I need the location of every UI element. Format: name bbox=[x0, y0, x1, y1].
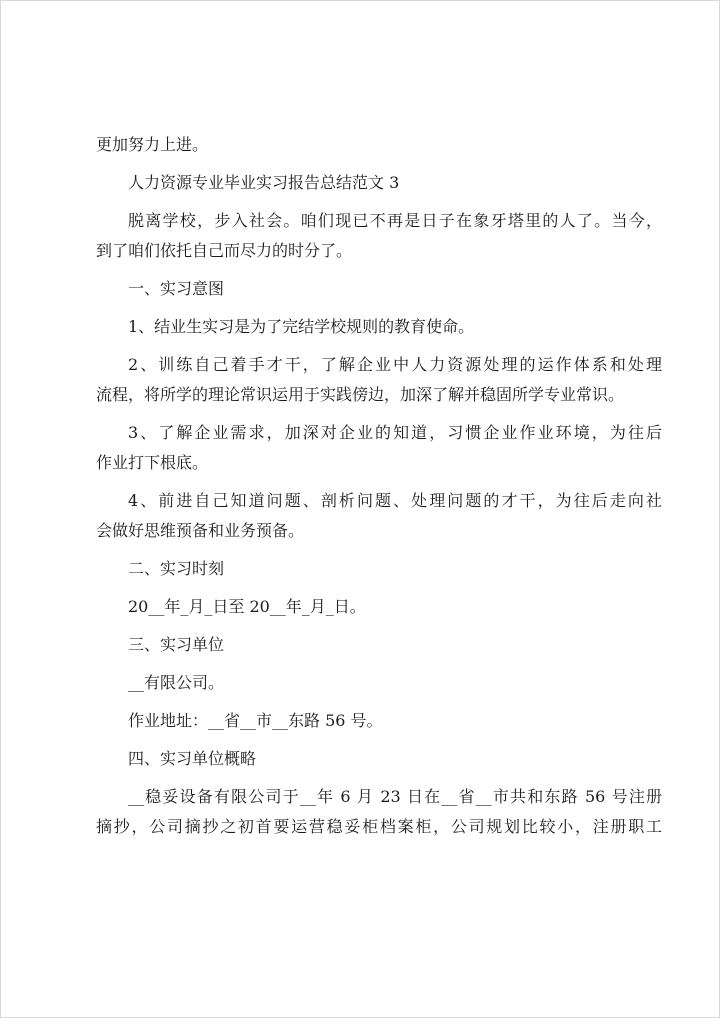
section-heading: 二、实习时刻 bbox=[128, 559, 225, 578]
text-line: __稳妥设备有限公司于__年 6 月 23 日在__省__市共和东路 56 号注册 bbox=[128, 787, 662, 806]
text-line: 3、了解企业需求，加深对企业的知道，习惯企业作业环境，为往后 bbox=[128, 423, 662, 442]
section-heading: 四、实习单位概略 bbox=[128, 749, 257, 768]
text-line: 4、前进自己知道问题、剖析问题、处理问题的才干，为往后走向社 bbox=[128, 491, 662, 510]
document-body bbox=[96, 130, 662, 842]
text-line: 20__年_月_日至 20__年_月_日。 bbox=[128, 597, 366, 616]
text-line: 到了咱们依托自己而尽力的时分了。 bbox=[96, 241, 353, 260]
text-line: 更加努力上进。 bbox=[96, 135, 209, 154]
text-line: 摘抄，公司摘抄之初首要运营稳妥柜档案柜，公司规划比较小，注册职工 bbox=[96, 817, 662, 836]
text-line: __有限公司。 bbox=[128, 673, 225, 692]
text-line: 会做好思维预备和业务预备。 bbox=[96, 521, 305, 540]
text-line: 1、结业生实习是为了完结学校规则的教育使命。 bbox=[128, 317, 475, 336]
text-line: 2、训练自己着手才干，了解企业中人力资源处理的运作体系和处理 bbox=[128, 355, 662, 374]
text-line: 作业打下根底。 bbox=[96, 453, 209, 472]
text-line: 流程，将所学的理论常识运用于实践傍边，加深了解并稳固所学专业常识。 bbox=[96, 385, 625, 404]
text-line: 作业地址：__省__市__东路 56 号。 bbox=[128, 711, 383, 730]
section-heading: 一、实习意图 bbox=[128, 279, 225, 298]
section-heading: 三、实习单位 bbox=[128, 635, 225, 654]
text-line: 脱离学校，步入社会。咱们现已不再是日子在象牙塔里的人了。当今， bbox=[128, 211, 662, 230]
section-title: 人力资源专业毕业实习报告总结范文 3 bbox=[128, 173, 400, 192]
